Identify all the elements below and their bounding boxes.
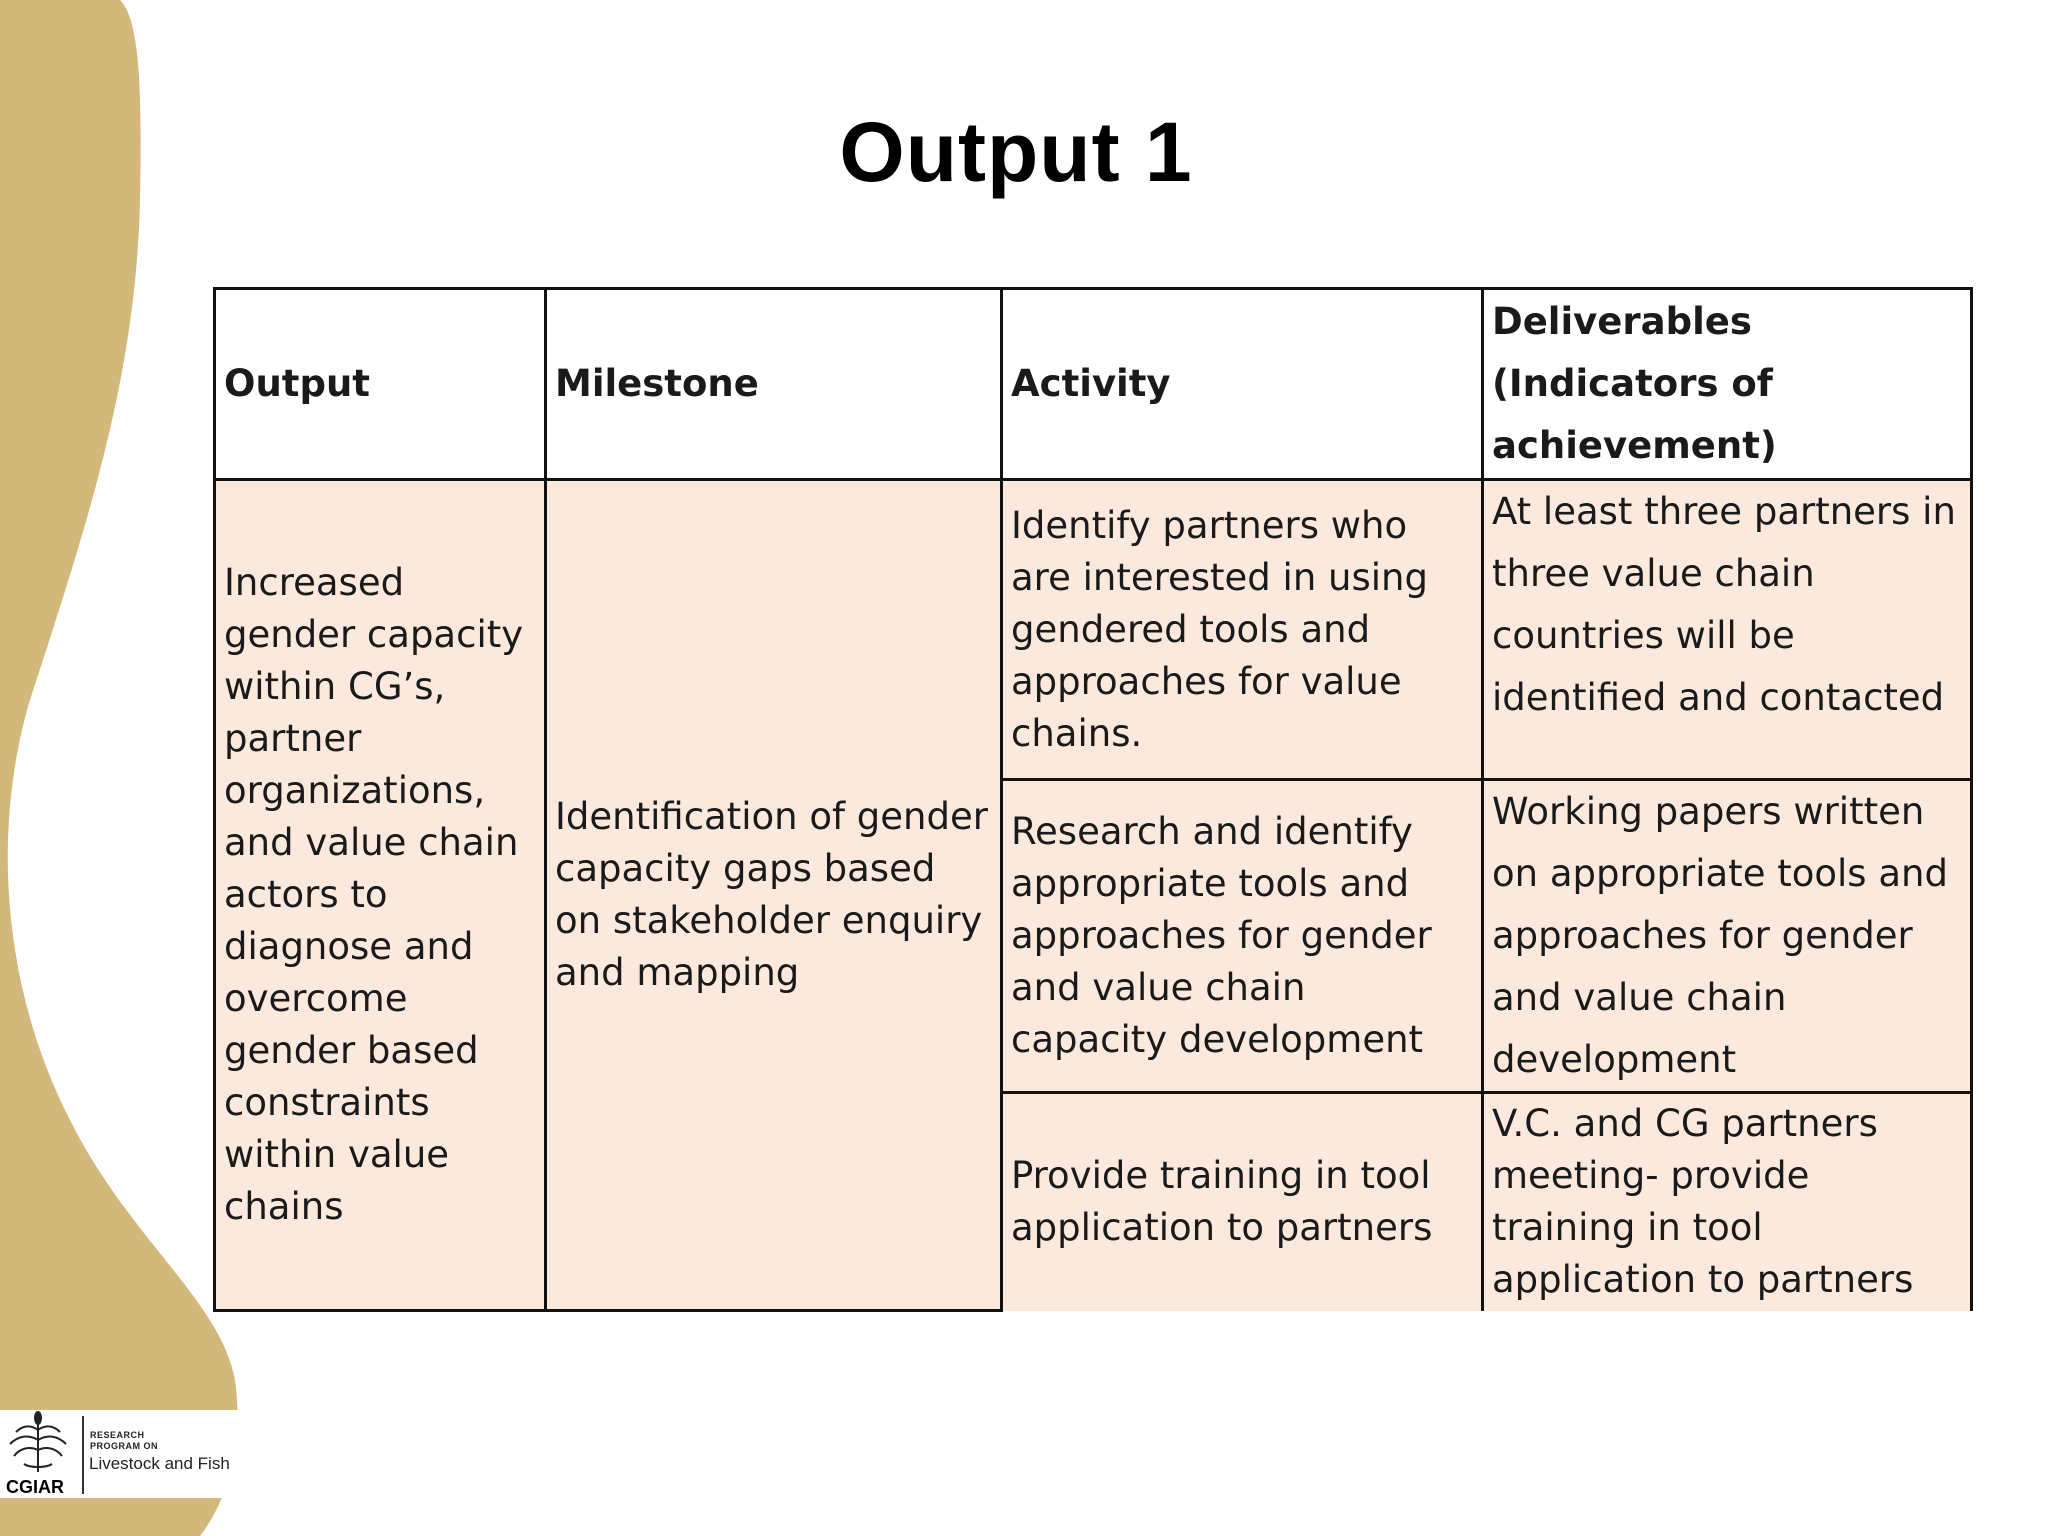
- milestone-cell: Identification of gender capacity gaps based on stakeholder enquiry and mapping: [546, 480, 1002, 1311]
- deliverable-cell: At least three partners in three value chain countries will be identified and contacted: [1483, 480, 1972, 780]
- slide-title: Output 1: [839, 105, 1193, 199]
- output-table: [213, 287, 1973, 1312]
- header-deliverables: Deliverables (Indicators of achievement): [1483, 289, 1972, 480]
- wheat-emblem-icon: [2, 1410, 74, 1480]
- deliverable-cell: Working papers written on appropriate tools and approaches for gender and value chain development: [1483, 780, 1972, 1093]
- logo-line-livestock: Livestock and Fish: [89, 1454, 230, 1473]
- header-milestone: Milestone: [546, 289, 1002, 480]
- deliverable-cell: V.C. and CG partners meeting- provide training in tool application to partners: [1483, 1093, 1972, 1311]
- header-activity: Activity: [1002, 289, 1483, 480]
- header-output: Output: [215, 289, 546, 480]
- activity-cell: Research and identify appropriate tools and approaches for gender and value chain capacity development: [1002, 780, 1483, 1093]
- cgiar-logo: [0, 1410, 240, 1498]
- logo-divider: [82, 1416, 84, 1494]
- logo-line-research: RESEARCH: [90, 1430, 145, 1440]
- logo-line-program: PROGRAM ON: [90, 1441, 158, 1451]
- table-header-row: [215, 289, 1972, 480]
- activity-cell: Provide training in tool application to partners: [1002, 1093, 1483, 1311]
- activity-cell: Identify partners who are interested in using gendered tools and approaches for value chains.: [1002, 480, 1483, 780]
- table-row: [215, 480, 1972, 780]
- output-cell: Increased gender capacity within CG’s, partner organizations, and value chain actors to diagnose and overcome gender based constraints within value chains: [215, 480, 546, 1311]
- logo-cgiar-text: CGIAR: [6, 1477, 64, 1497]
